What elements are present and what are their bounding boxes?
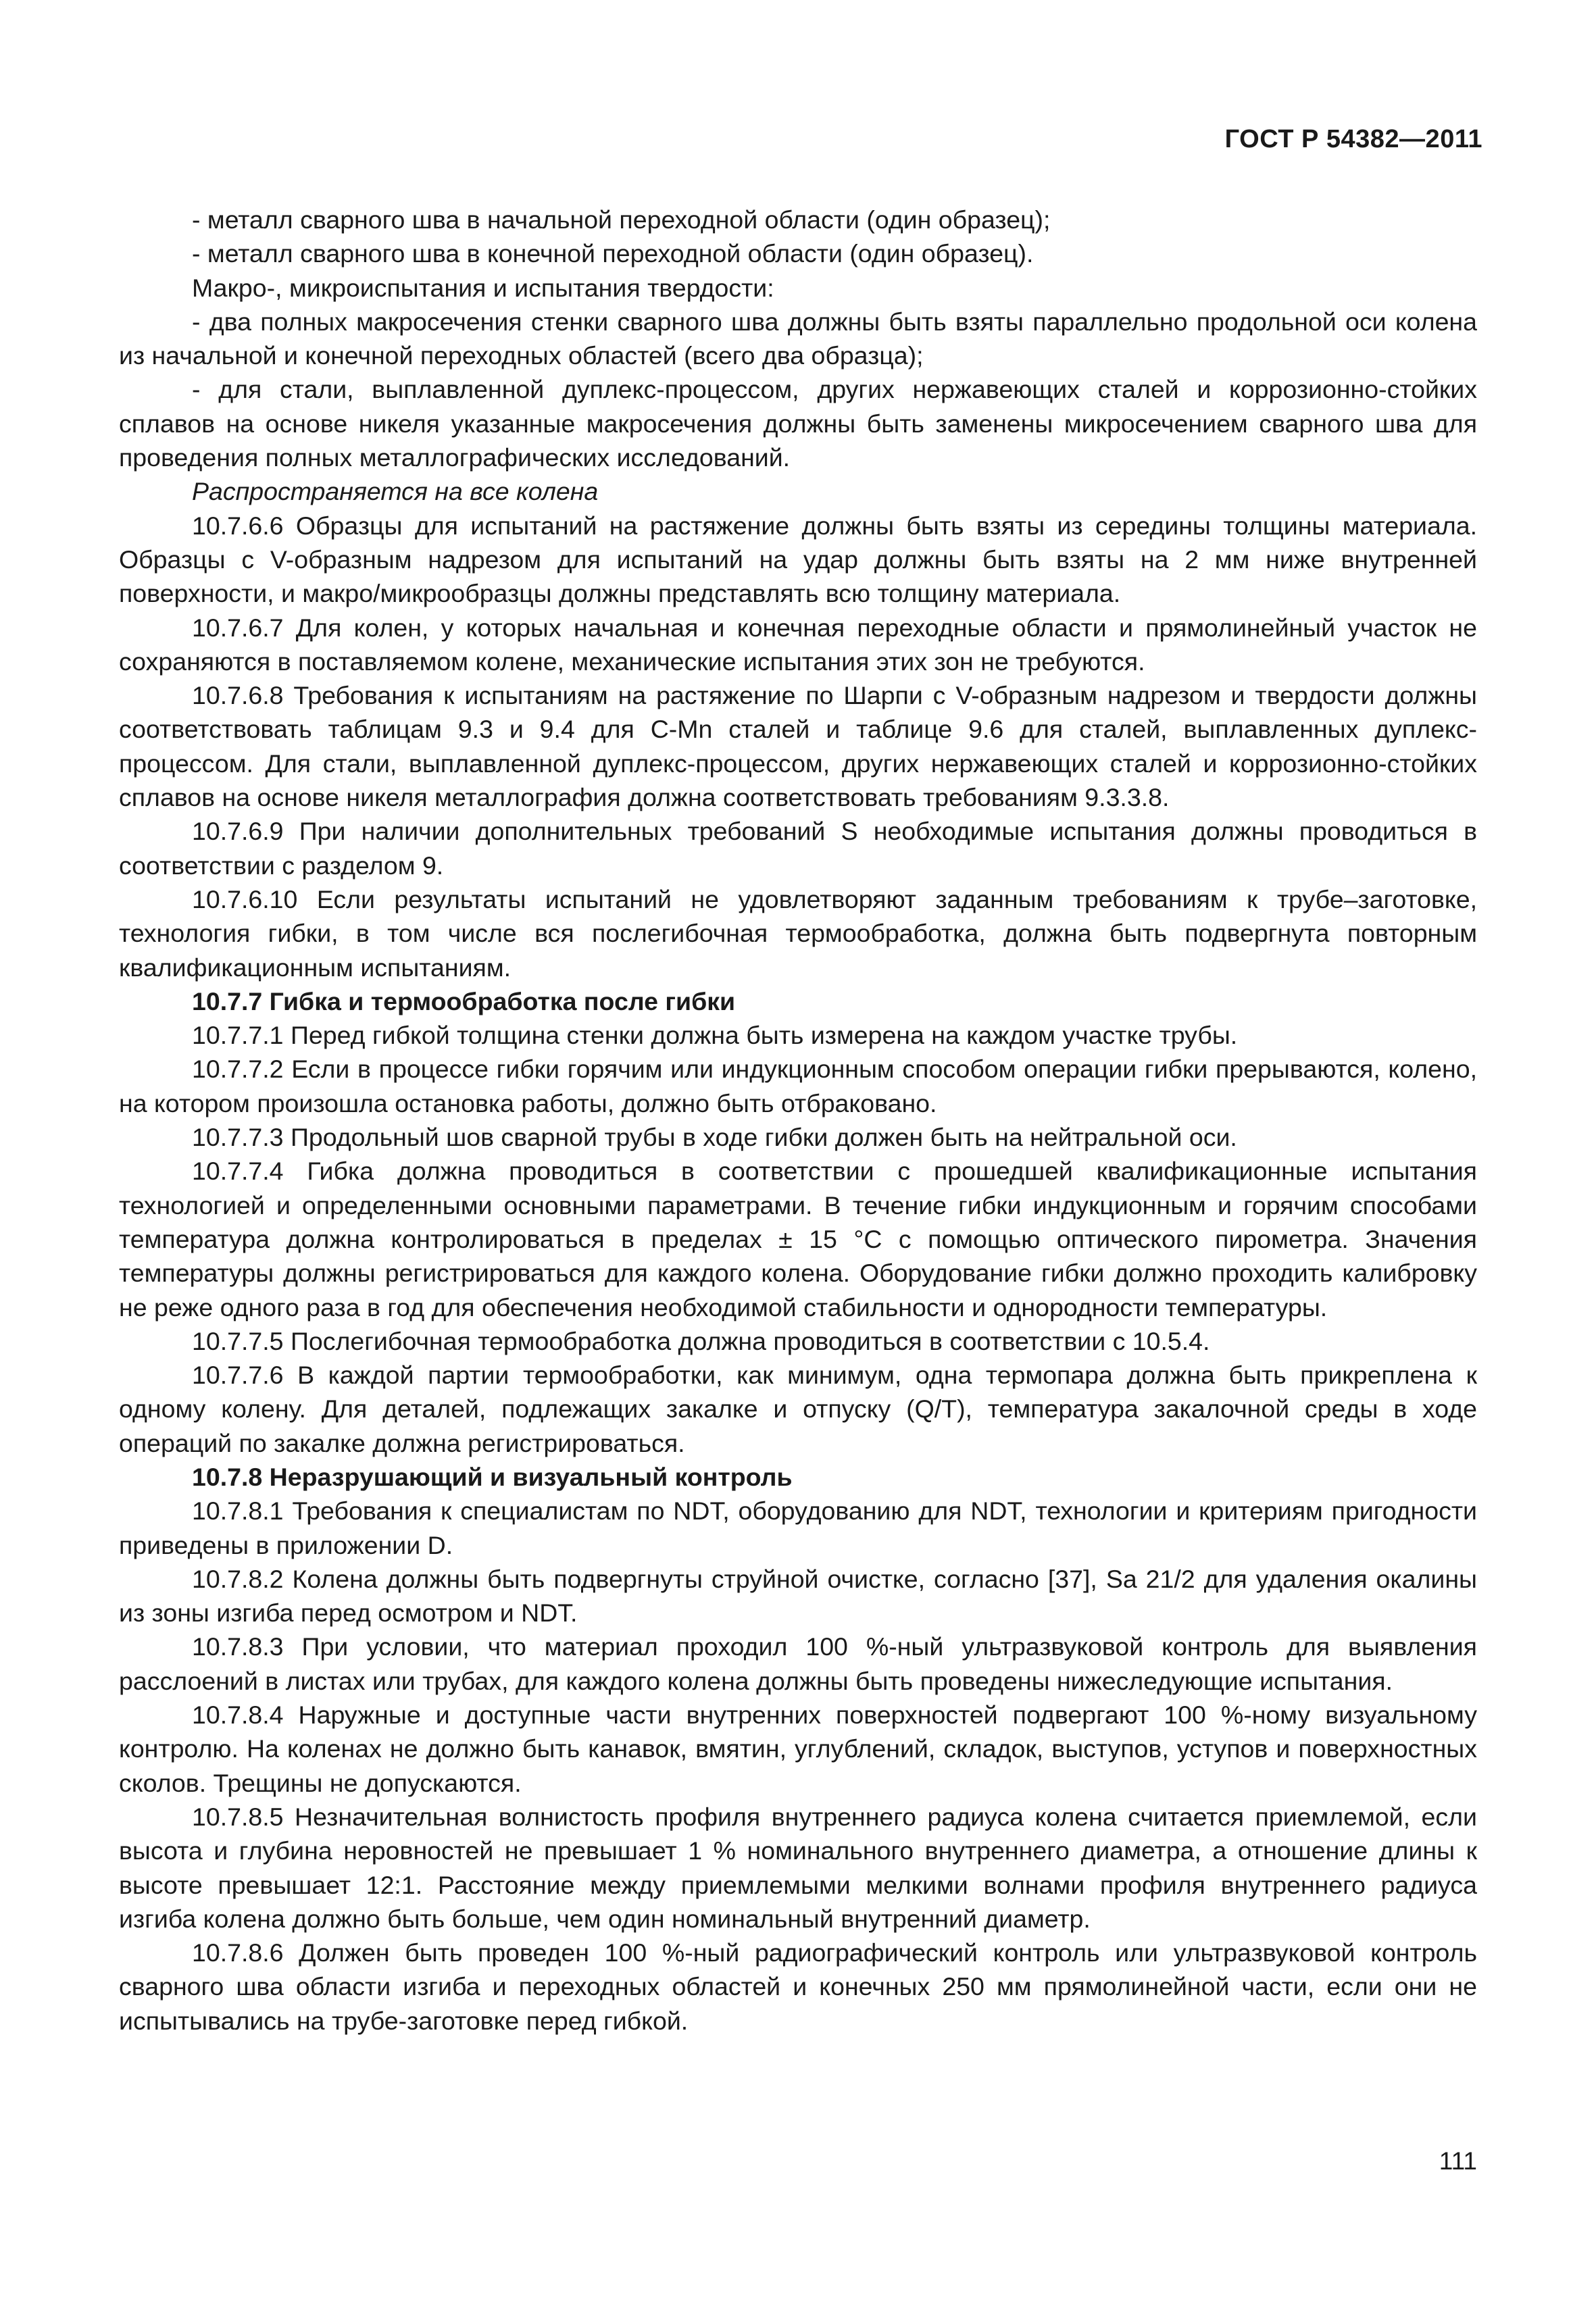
clause-10-7-7-2: 10.7.7.2 Если в процессе гибки горячим или индукционным способом операции гибки прерываются, колено, на котором произошла остановка работы, должно быть отбраковано. — [119, 1055, 1477, 1117]
paragraph: - металл сварного шва в начальной переходной области (один образец); — [192, 205, 1051, 234]
clause-10-7-8-5: 10.7.8.5 Незначительная волнистость профиля внутреннего радиуса колена считается приемлемой, если высота и глубина неровностей не превышает 1 % номинального внутреннего диаметра, а отношение длины к высоте превышает 12:1. Расстояние между приемлемыми мелкими волнами профиля внутреннего радиуса изгиба колена должно быть больше, чем один номинальный внутренний диаметр. — [119, 1802, 1477, 1933]
clause-10-7-7-1: 10.7.7.1 Перед гибкой толщина стенки должна быть измерена на каждом участке трубы. — [192, 1021, 1238, 1050]
clause-10-7-6-10: 10.7.6.10 Если результаты испытаний не удовлетворяют заданным требованиям к трубе–заготовке, технология гибки, в том числе вся послегибочная термообработка, должна быть подвергнута повторным квалификационным испытаниям. — [119, 884, 1477, 982]
paragraph: - металл сварного шва в конечной переходной области (один образец). — [192, 239, 1034, 268]
section-heading-10-7-7: 10.7.7 Гибка и термообработка после гибки — [192, 986, 736, 1015]
clause-10-7-8-3: 10.7.8.3 При условии, что материал проходил 100 %-ный ультразвуковой контроль для выявления расслоений в листах или трубах, для каждого колена должны быть проведены нижеследующие испытания. — [119, 1632, 1477, 1695]
clause-10-7-7-3: 10.7.7.3 Продольный шов сварной трубы в ходе гибки должен быть на нейтральной оси. — [192, 1123, 1237, 1152]
clause-10-7-8-2: 10.7.8.2 Колена должны быть подвергнуты струйной очистке, согласно [37], Sa 21/2 для удаления окалины из зоны изгиба перед осмотром и NDT. — [119, 1564, 1477, 1628]
italic-note: Распространяется на все колена — [192, 477, 599, 506]
clause-10-7-7-4: 10.7.7.4 Гибка должна проводиться в соответствии с прошедшей квалификационные испытания технологией и определенными основными параметрами. В течение гибки индукционным и горячим способами температура должна контролироваться в пределах ± 15 °С с помощью оптического пирометра. Значения температуры должны регистрироваться для каждого колена. Оборудование гибки должно проходить калибровку не реже одного раза в год для обеспечения необходимой стабильности и однородности температуры. — [119, 1157, 1477, 1322]
clause-10-7-6-6: 10.7.6.6 Образцы для испытаний на растяжение должны быть взяты из середины толщины материала. Образцы с V-образным надрезом для испытаний на удар должны быть взяты на 2 мм ниже внутренней поверхности, и макро/микрообразцы должны представлять всю толщину материала. — [119, 511, 1477, 608]
clause-10-7-8-4: 10.7.8.4 Наружные и доступные части внутренних поверхностей подвергают 100 %-ному визуальному контролю. На коленах не должно быть канавок, вмятин, углублений, складок, выступов, уступов и поверхностных сколов. Трещины не допускаются. — [119, 1701, 1477, 1797]
clause-10-7-7-6: 10.7.7.6 В каждой партии термообработки, как минимум, одна термопара должна быть прикреплена к одному колену. Для деталей, подлежащих закалке и отпуску (Q/T), температура закалочной среды в ходе операций по закалке должна регистрироваться. — [119, 1361, 1477, 1457]
clause-10-7-8-6: 10.7.8.6 Должен быть проведен 100 %-ный радиографический контроль или ультразвуковой контроль сварного шва области изгиба и переходных областей и конечных 250 мм прямолинейной части, если они не испытывались на трубе-заготовке перед гибкой. — [119, 1938, 1477, 2035]
paragraph: Макро-, микроиспытания и испытания твердости: — [192, 273, 774, 302]
clause-10-7-6-9: 10.7.6.9 При наличии дополнительных требований S необходимые испытания должны проводиться в соответствии с разделом 9. — [119, 817, 1477, 880]
document-code-header: ГОСТ Р 54382—2011 — [1224, 125, 1482, 153]
paragraph: - для стали, выплавленной дуплекс-процессом, других нержавеющих сталей и коррозионно-стойких сплавов на основе никеля указанные макросечения должны быть заменены микросечением сварного шва для проведения полных металлографических исследований. — [119, 375, 1477, 472]
paragraph: - два полных макросечения стенки сварного шва должны быть взяты параллельно продольной оси колена из начальной и конечной переходных областей (всего два образца); — [119, 307, 1477, 370]
clause-10-7-7-5: 10.7.7.5 Послегибочная термообработка должна проводиться в соответствии с 10.5.4. — [192, 1326, 1210, 1355]
section-heading-10-7-8: 10.7.8 Неразрушающий и визуальный контроль — [192, 1462, 793, 1491]
page-body — [119, 203, 1477, 2038]
clause-10-7-6-7: 10.7.6.7 Для колен, у которых начальная и конечная переходные области и прямолинейный участок не сохраняются в поставляемом колене, механические испытания этих зон не требуются. — [119, 613, 1477, 676]
clause-10-7-6-8: 10.7.6.8 Требования к испытаниям на растяжение по Шарпи с V-образным надрезом и твердости должны соответствовать таблицам 9.3 и 9.4 для C-Mn сталей и таблице 9.6 для сталей, выплавленных дуплекс-процессом. Для стали, выплавленной дуплекс-процессом, других нержавеющих сталей и коррозионно-стойких сплавов на основе никеля металлография должна соответствовать требованиям 9.3.3.8. — [119, 681, 1477, 812]
page-number: 111 — [1439, 2147, 1477, 2175]
clause-10-7-8-1: 10.7.8.1 Требования к специалистам по NDT, оборудованию для NDT, технологии и критериям пригодности приведены в приложении D. — [119, 1496, 1477, 1559]
